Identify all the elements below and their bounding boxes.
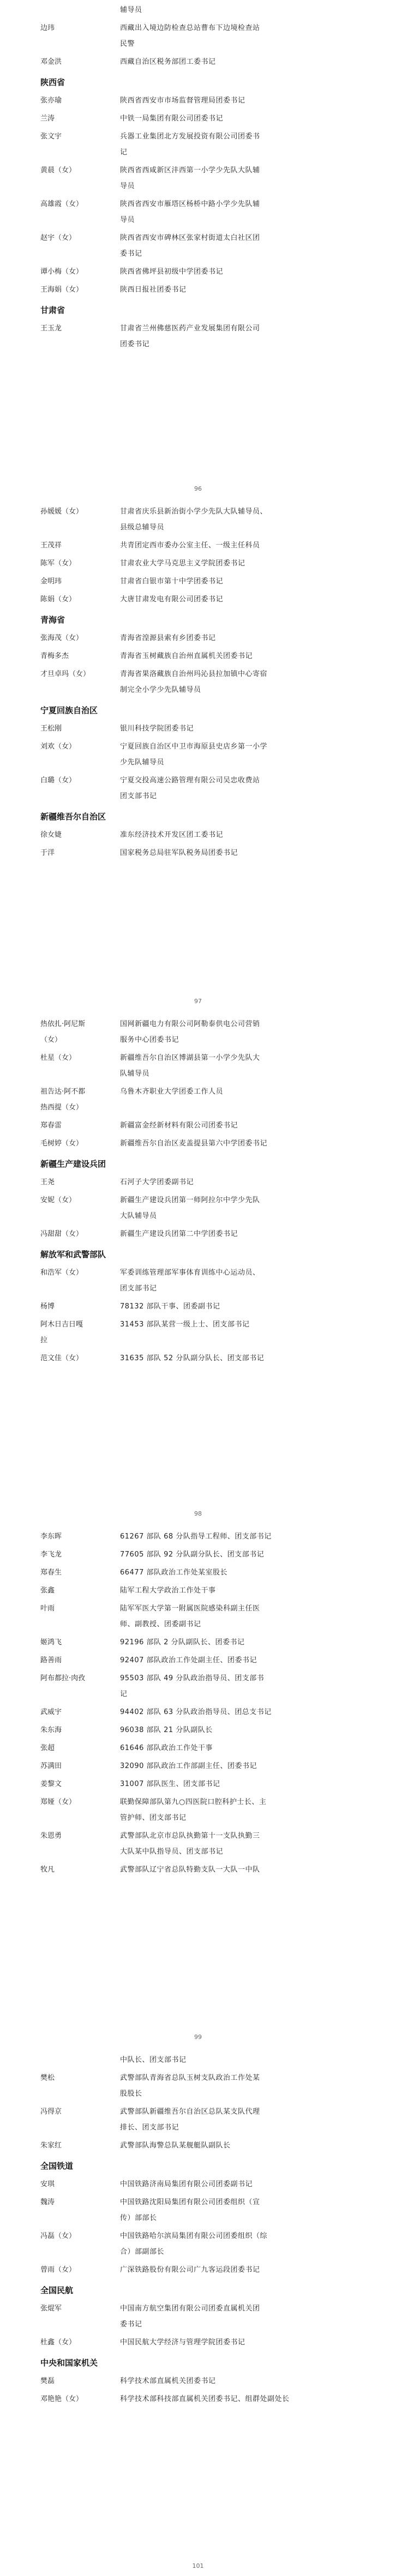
- person-name: 武威宇: [40, 1708, 62, 1716]
- page: [0, 1014, 396, 1366]
- page-number: 97: [194, 998, 202, 1005]
- list-item: [40, 538, 357, 553]
- person-name: 陈军（女）: [40, 559, 76, 568]
- person-name: 冯甜甜（女）: [40, 1230, 83, 1238]
- person-name: 冯磊（女）: [40, 2232, 76, 2240]
- person-position: 新疆生产建设兵团第一师阿拉尔中学少先队 大队辅导员: [120, 1196, 260, 1220]
- page-number: 101: [192, 2562, 204, 2569]
- person-name: 范文佳（女）: [40, 1354, 83, 1362]
- person-name: 高雄霞（女）: [40, 200, 83, 208]
- person-name: 孙媛媛（女）: [40, 508, 83, 516]
- person-position: 96038 部队 21 分队副队长: [120, 1726, 213, 1734]
- page: [0, 502, 396, 861]
- list-item: [40, 845, 357, 861]
- person-name: 黄晨（女）: [40, 166, 76, 174]
- list-item: [40, 129, 357, 160]
- person-position: 31635 部队 52 分队副分队长、团支部书记: [120, 1354, 265, 1362]
- page-number: 96: [194, 485, 202, 492]
- person-name: 王茂祥: [40, 541, 62, 550]
- person-name: 于洋: [40, 849, 55, 857]
- person-name: 白璐（女）: [40, 776, 76, 785]
- person-position: 青海省果洛藏族自治州玛沁县拉加镇中心寄宿 制完全小学少先队辅导员: [120, 670, 268, 694]
- list-item: [40, 1652, 357, 1668]
- person-name: 谭小梅（女）: [40, 268, 83, 276]
- list-item: [40, 20, 357, 52]
- person-position: 78132 部队干事、团委副书记: [120, 1302, 220, 1311]
- person-position: 宁夏回族自治区中卫市海原县史店乡第一小学 少先队辅导员: [120, 743, 268, 767]
- person-position: 青海省湟源县索有乡团委书记: [120, 634, 216, 642]
- person-position: 中国民航大学经济与管理学院团委书记: [120, 2338, 245, 2346]
- person-position: 武警部队新疆维吾尔自治区总队某支队代理 排长、团支部书记: [120, 2108, 260, 2132]
- person-name: 张亦瑜: [40, 96, 62, 105]
- person-name: 朱东海: [40, 1726, 62, 1734]
- person-name: 和浩军（女）: [40, 1269, 83, 1277]
- person-name: 姜黎文: [40, 1780, 62, 1788]
- person-position: 新疆维吾尔自治区麦盖提县第六中学团委书记: [120, 1139, 268, 1148]
- person-position: 广深铁路股份有限公司广九客运段团委书记: [120, 2266, 260, 2274]
- person-name: 兰涛: [40, 114, 55, 123]
- person-position: 中国南方航空集团有限公司团委直属机关团 委书记: [120, 2304, 260, 2328]
- person-position: 中国铁路沈阳局集团有限公司团委组织（宣 传）部部长: [120, 2198, 260, 2222]
- list-item: [40, 1670, 357, 1702]
- person-name: 姬鸿飞: [40, 1638, 62, 1646]
- person-position: 61646 部队政治工作处干事: [120, 1744, 213, 1752]
- person-position: 共青团定西市委办公室主任、一级主任科员: [120, 541, 260, 550]
- list-item: [40, 1174, 357, 1190]
- list-item: [40, 2104, 357, 2135]
- section-heading: 中央和国家机关: [40, 2358, 98, 2368]
- list-item: [40, 1862, 357, 1878]
- person-position: 西藏自治区税务部团工委书记: [120, 58, 216, 66]
- person-position: 66477 部队政治工作处某室股长: [120, 1568, 227, 1577]
- person-name: 李飞龙: [40, 1551, 62, 1559]
- page: [0, 1527, 396, 1878]
- person-name: 冯得京: [40, 2108, 62, 2116]
- list-item: [40, 1583, 357, 1598]
- person-position: 大唐甘肃发电有限公司团委书记: [120, 595, 224, 604]
- list-item: [40, 556, 357, 571]
- person-position: 陕西省佛坪县初级中学团委书记: [120, 268, 224, 276]
- person-position: 武警部队海警总队某舰艇队副队长: [120, 2141, 231, 2150]
- list-item: [40, 321, 357, 352]
- list-item: [40, 648, 357, 664]
- list-item: [40, 1704, 357, 1720]
- person-position: 新疆富金经新材料有限公司团委书记: [120, 1121, 238, 1130]
- section-heading: 全国铁道: [40, 2161, 74, 2171]
- person-name: 朱家红: [40, 2141, 62, 2150]
- section-heading: 新疆维吾尔自治区: [40, 812, 106, 822]
- list-item: [40, 54, 357, 70]
- list-item: [40, 1565, 357, 1580]
- list-item: [40, 1776, 357, 1792]
- list-item: [40, 1350, 357, 1366]
- person-position: 武警部队青海省总队玉树支队政治工作处某 股股长: [120, 2074, 260, 2098]
- person-name: 张文宇: [40, 132, 62, 141]
- person-position: 92196 部队 2 分队副队长、团委书记: [120, 1638, 245, 1646]
- list-item: [40, 1740, 357, 1756]
- person-name: 樊磊: [40, 2377, 55, 2385]
- person-name: 曾雨（女）: [40, 2266, 76, 2274]
- page: [0, 0, 396, 352]
- list-item: [40, 1265, 357, 1296]
- person-name: 安妮（女）: [40, 1196, 76, 1204]
- person-name: 阿木日吉日嘎 拉: [40, 1320, 83, 1344]
- person-position: 新疆维吾尔自治区博湖县第一小学少先队大 队辅导员: [120, 1054, 260, 1078]
- person-position: 中铁一局集团有限公司团委书记: [120, 114, 224, 123]
- person-position: 陕西省西安市市场监督管理局团委书记: [120, 96, 245, 105]
- person-name: 毛树婷（女）: [40, 1139, 83, 1148]
- person-position: 甘肃省白银市第十中学团委书记: [120, 577, 224, 586]
- person-position: 联勤保障部队第九○四医院口腔科护士长、主 管护师、团支部书记: [120, 1798, 267, 1822]
- list-item: [40, 630, 357, 646]
- page-number: 99: [194, 2034, 202, 2041]
- person-name: 刘欢（女）: [40, 743, 76, 751]
- person-position: 兵器工业集团北方发展投资有限公司团委书 记: [120, 132, 260, 156]
- list-item: [40, 1136, 357, 1151]
- person-position: 科学技术部直属机关团委书记: [120, 2377, 216, 2385]
- person-position: 国网新疆电力有限公司阿勒泰供电公司营销 服务中心团委书记: [120, 1020, 260, 1044]
- person-position: 77605 部队 92 分队副分队长、团支部书记: [120, 1551, 265, 1559]
- person-name: 阿布都拉·肉孜: [40, 1674, 86, 1682]
- list-item: [40, 574, 357, 589]
- person-position: 32090 部队政治工作部副主任、团委书记: [120, 1762, 257, 1770]
- list-item: [40, 666, 357, 698]
- list-item: [40, 827, 357, 843]
- person-position: 石河子大学团委副书记: [120, 1178, 194, 1186]
- person-name: 魏涛: [40, 2198, 55, 2206]
- list-item: [40, 2052, 357, 2068]
- person-name: 赵宇（女）: [40, 234, 76, 242]
- person-position: 陕西省西安市雁塔区杨桥中路小学少先队辅 导员: [120, 200, 260, 224]
- list-item: [40, 1529, 357, 1545]
- person-name: 牧凡: [40, 1866, 55, 1874]
- list-item: [40, 504, 357, 535]
- person-position: 武警部队辽宁省总队特勤支队一大队一中队: [120, 1866, 260, 1874]
- list-item: [40, 230, 357, 262]
- list-item: [40, 773, 357, 804]
- person-position: 中国铁路哈尔滨局集团有限公司团委组织（综 合）部副部长: [120, 2232, 268, 2256]
- person-name: 路善雨: [40, 1656, 62, 1664]
- list-item: [40, 1794, 357, 1826]
- person-name: 杜鑫（女）: [40, 2338, 76, 2346]
- person-position: 31453 部队某营一级上士、团支部书记: [120, 1320, 250, 1329]
- person-name: 张焜军: [40, 2304, 62, 2313]
- person-position: 武警部队北京市总队执勤第十一支队执勤三 大队某中队指导员、团支部书记: [120, 1832, 260, 1856]
- list-item: [40, 2070, 357, 2102]
- person-name: 苏满田: [40, 1762, 62, 1770]
- person-name: 杜星（女）: [40, 1054, 76, 1062]
- list-item: [40, 1601, 357, 1632]
- person-position: 辅导员: [120, 6, 142, 14]
- list-item: [40, 282, 357, 298]
- person-name: 叶雨: [40, 1604, 55, 1613]
- person-position: 甘肃农业大学马克思主义学院团委书记: [120, 559, 245, 568]
- list-item: [40, 111, 357, 126]
- list-item: [40, 2301, 357, 2332]
- person-position: 国家税务总局驻军队税务局团委书记: [120, 849, 238, 857]
- person-name: 朱恩勇: [40, 1832, 62, 1840]
- list-item: [40, 2373, 357, 2389]
- person-position: 新疆生产建设兵团第二中学团委书记: [120, 1230, 238, 1238]
- person-name: 祖告达·阿不都 热西提（女）: [40, 1088, 86, 1112]
- list-item: [40, 1192, 357, 1224]
- person-position: 94402 部队 63 分队政治指导员、团总支书记: [120, 1708, 272, 1716]
- person-name: 邓金洪: [40, 58, 62, 66]
- person-name: 郑春生: [40, 1568, 62, 1577]
- person-name: 邓艳艳（女）: [40, 2395, 83, 2403]
- person-position: 陆军工程大学政治工作处干事: [120, 1586, 216, 1595]
- list-item: [40, 2194, 357, 2226]
- person-position: 银川科技学院团委书记: [120, 725, 194, 733]
- person-position: 宁夏交投高速公路管理有限公司吴忠收费站 团支部书记: [120, 776, 260, 800]
- section-heading: 陕西省: [40, 77, 65, 87]
- list-item: [40, 1084, 357, 1115]
- person-name: 热依扎·阿尼斯 （女）: [40, 1020, 86, 1044]
- section-heading: 宁夏回族自治区: [40, 705, 98, 715]
- person-position: 准东经济技术开发区团工委书记: [120, 831, 224, 839]
- list-item: [40, 1016, 357, 1048]
- person-position: 乌鲁木齐职业大学团委工作人员: [120, 1088, 224, 1096]
- list-item: [40, 264, 357, 280]
- person-name: 李东晖: [40, 1533, 62, 1541]
- person-position: 31007 部队医生、团支部书记: [120, 1780, 220, 1788]
- list-item: [40, 2228, 357, 2260]
- list-item: [40, 2391, 357, 2407]
- person-name: 金明玮: [40, 577, 62, 586]
- person-name: 樊松: [40, 2074, 55, 2082]
- person-name: 郑娅（女）: [40, 1798, 76, 1806]
- list-item: [40, 1226, 357, 1242]
- list-item: [40, 2138, 357, 2153]
- person-name: 边玮: [40, 24, 55, 32]
- person-position: 甘肃省庆乐县新治街小学少先队大队辅导员、 县级总辅导员: [120, 508, 268, 532]
- list-item: [40, 1050, 357, 1082]
- list-item: [40, 1828, 357, 1860]
- list-item: [40, 1547, 357, 1563]
- person-name: 杨博: [40, 1302, 55, 1311]
- list-item: [40, 1722, 357, 1738]
- list-item: [40, 592, 357, 607]
- section-heading: 甘肃省: [40, 305, 65, 315]
- person-name: 王尧: [40, 1178, 55, 1186]
- section-heading: 青海省: [40, 615, 65, 625]
- person-position: 61267 部队 68 分队指导工程师、团支部书记: [120, 1533, 272, 1541]
- list-item: [40, 2262, 357, 2278]
- person-position: 军委训练管理部军事体育训练中心运动员、 团支部书记: [120, 1269, 260, 1293]
- person-position: 陕西省西安市碑林区张家村街道太白社区团 委书记: [120, 234, 260, 258]
- list-item: [40, 739, 357, 770]
- list-item: [40, 162, 357, 194]
- list-item: [40, 1118, 357, 1133]
- person-position: 西藏出入境边防检查总站曹布下边境检查站 民警: [120, 24, 260, 48]
- list-item: [40, 2, 357, 18]
- person-name: 青梅多杰: [40, 652, 69, 660]
- person-name: 才旦卓玛（女）: [40, 670, 91, 678]
- person-name: 郑春雷: [40, 1121, 62, 1130]
- person-position: 92407 部队政治工作处副主任、团委书记: [120, 1656, 257, 1664]
- person-name: 张超: [40, 1744, 55, 1752]
- list-item: [40, 1634, 357, 1650]
- list-item: [40, 93, 357, 108]
- person-position: 陆军军医大学第一附属医院感染科副主任医 师、副教授、团委副书记: [120, 1604, 260, 1628]
- person-name: 王玉龙: [40, 324, 62, 333]
- section-heading: 全国民航: [40, 2285, 74, 2295]
- person-name: 张海茂（女）: [40, 634, 83, 642]
- person-name: 陈娟（女）: [40, 595, 76, 604]
- page: [0, 2050, 396, 2407]
- person-position: 中队长、团支部书记: [120, 2056, 187, 2064]
- list-item: [40, 196, 357, 228]
- list-item: [40, 2176, 357, 2192]
- list-item: [40, 1299, 357, 1314]
- list-item: [40, 1758, 357, 1774]
- person-position: 青海省玉树藏族自治州直属机关团委书记: [120, 652, 253, 660]
- page-number: 98: [194, 1510, 202, 1517]
- person-position: 中国铁路济南局集团有限公司团委副书记: [120, 2180, 253, 2188]
- person-name: 安琪: [40, 2180, 55, 2188]
- person-name: 徐女婕: [40, 831, 62, 839]
- section-heading: 新疆生产建设兵团: [40, 1159, 106, 1169]
- person-name: 王海娟（女）: [40, 286, 83, 294]
- person-position: 95503 部队 49 分队政治指导员、团支部书 记: [120, 1674, 265, 1698]
- list-item: [40, 1317, 357, 1348]
- person-name: 王松刚: [40, 725, 62, 733]
- person-position: 甘肃省兰州佛慈医药产业发展集团有限公司 团委书记: [120, 324, 260, 348]
- section-heading: 解放军和武警部队: [40, 1250, 106, 1259]
- person-position: 陕西日报社团委书记: [120, 286, 187, 294]
- list-item: [40, 2334, 357, 2350]
- list-item: [40, 721, 357, 737]
- person-position: 陕西省西咸新区沣西第一小学少先队大队辅 导员: [120, 166, 260, 190]
- person-name: 张鑫: [40, 1586, 55, 1595]
- person-position: 科学技术部科技部直属机关团委书记、组群处副处长: [120, 2395, 290, 2403]
